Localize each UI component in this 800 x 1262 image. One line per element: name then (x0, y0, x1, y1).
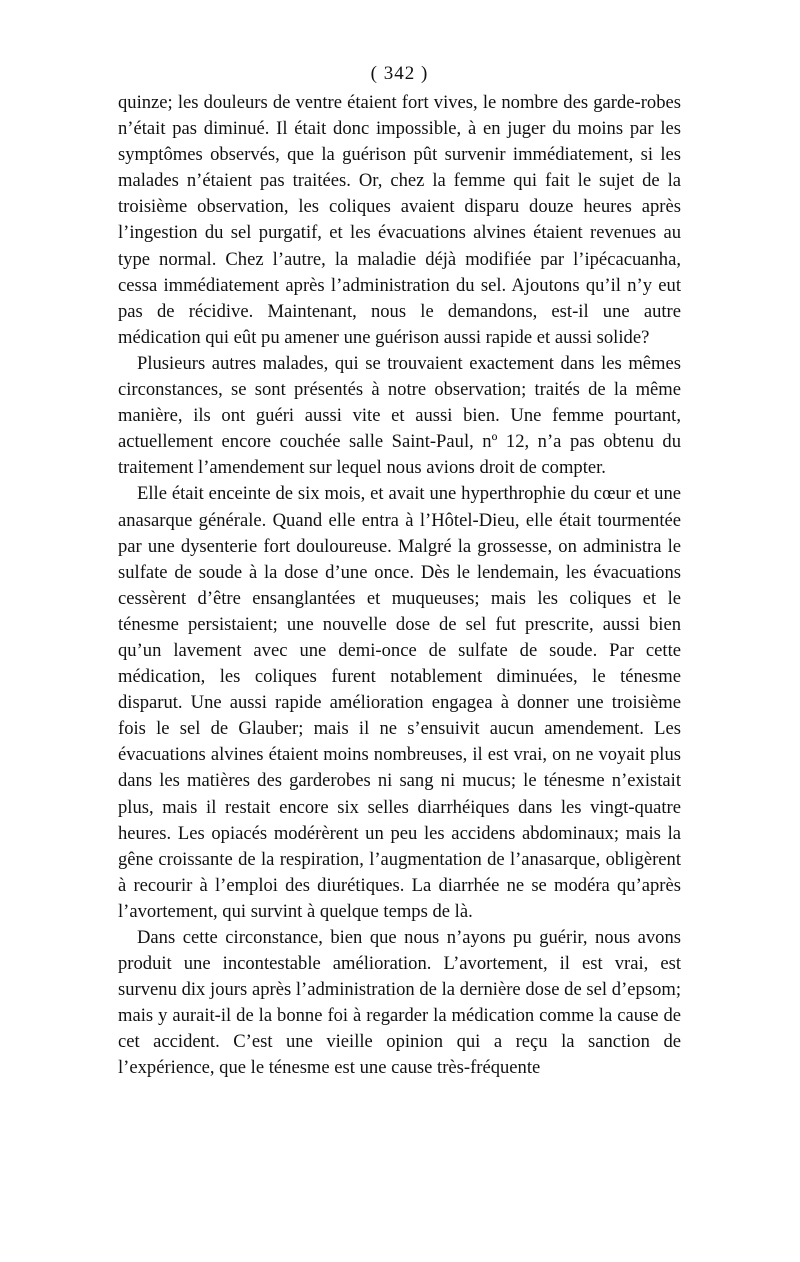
paragraph-other-patients: Plusieurs autres malades, qui se trouvaient exactement dans les mêmes circonstances, se sont présentés à notre observation; traités de la même manière, ils ont guéri aussi vite et aussi bien. Une femme pourtant, actuellement encore couchée salle Saint-Paul, nº 12, n’a pas obtenu du traitement l’amendement sur lequel nous avions droit de compter. (118, 352, 681, 479)
paragraph-pregnant-case: Elle était enceinte de six mois, et avait une hyperthrophie du cœur et une anasarque générale. Quand elle entra à l’Hôtel-Dieu, elle était tourmentée par une dysenterie fort douloureuse. Malgré la grossesse, on administra le sulfate de soude à la dose d’une once. Dès le lendemain, les évacuations cessèrent d’être ensanglantées et muqueuses; mais les coliques et le ténesme persistaient; une nouvelle dose de sel fut prescrite, aussi bien qu’un lavement avec une demi-once de sulfate de soude. Par cette médication, les coliques furent notablement diminuées, le ténesme disparut. Une aussi rapide amélioration engagea à donner une troisième fois le sel de Glauber; mais il ne s’ensuivit aucun amendement. Les évacuations alvines étaient moins nombreuses, il est vrai, on ne voyait plus dans les matières des garderobes ni sang ni mucus; le ténesme n’existait plus, mais il restait encore six selles diarrhéiques dans les vingt-quatre heures. Les opiacés modérèrent un peu les accidens abdominaux; mais la gêne croissante de la respiration, l’augmentation de l’anasarque, obligèrent à recourir à l’emploi des diurétiques. La diarrhée ne se modéra qu’après l’avortement, qui survint à quelque temps de là. (118, 483, 681, 922)
paragraph-conclusion: Dans cette circonstance, bien que nous n’ayons pu guérir, nous avons produit une incontestable amélioration. L’avortement, il est vrai, est survenu dix jours après l’administration de la dernière dose de sel d’epsom; mais y aurait-il de la bonne foi à regarder la médication comme la cause de cet accident. C’est une vieille opinion qui a reçu la sanction de l’expérience, que le ténesme est une cause très-fréquente (118, 927, 681, 1079)
page-number: ( 342 ) (370, 63, 429, 84)
book-page (118, 64, 681, 1082)
paragraph-continued: quinze; les douleurs de ventre étaient fort vives, le nombre des garde-robes n’était pas diminué. Il était donc impossible, à en juger du moins par les symptômes observés, que la guérison pût survenir immédiatement, si les malades n’étaient pas traitées. Or, chez la femme qui fait le sujet de la troisième observation, les coliques avaient disparu douze heures après l’ingestion du sel purgatif, et les évacuations alvines étaient revenues au type normal. Chez l’autre, la maladie déjà modifiée par l’ipécacuanha, cessa immédiatement après l’administration du sel. Ajoutons qu’il n’y eut pas de récidive. Maintenant, nous le demandons, est-il une autre médication qui eût pu amener une guérison aussi rapide et aussi solide? (118, 92, 681, 348)
